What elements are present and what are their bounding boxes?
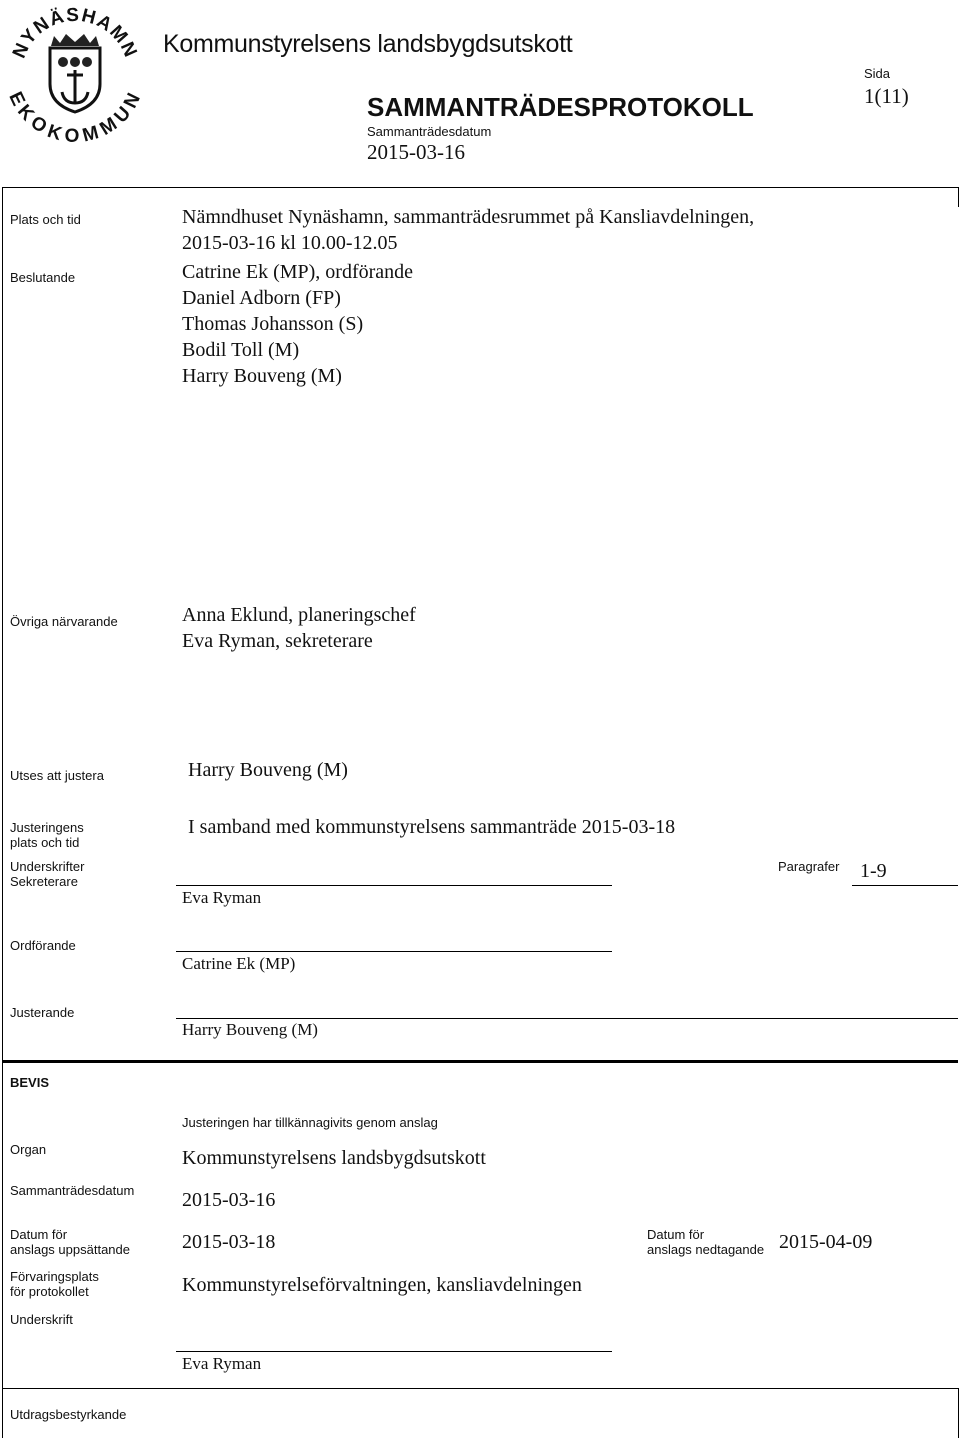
removed-date-label: Datum för (647, 1227, 705, 1242)
paragraphs-value: 1-9 (860, 860, 887, 882)
chair-signature-line (176, 951, 612, 952)
bevis-intro: Justeringen har tillkännagivits genom anslag (182, 1115, 438, 1130)
paragraphs-line (852, 885, 958, 886)
organ-value: Kommunstyrelsens landsbygdsutskott (182, 1147, 486, 1169)
place-time-label: Plats och tid (10, 212, 81, 227)
extract-label: Utdragsbestyrkande (10, 1407, 127, 1422)
meeting-date-value: 2015-03-16 (182, 1189, 276, 1211)
removed-date-label: anslags nedtagande (647, 1242, 765, 1257)
place-time-line-1: Nämndhuset Nynäshamn, sammanträdesrummet på Kansliavdelningen, (182, 206, 755, 228)
others-label: Övriga närvarande (10, 614, 118, 629)
adjust-place-label: plats och tid (10, 835, 80, 850)
deciding-member: Bodil Toll (M) (182, 339, 300, 361)
signature-label: Underskrift (10, 1312, 73, 1327)
bevis-rule (2, 1060, 958, 1063)
adjuster-appoint-label: Utses att justera (10, 768, 104, 783)
secretary-name: Eva Ryman (182, 888, 262, 907)
municipality-logo (4, 2, 146, 142)
paragraphs-label: Paragrafer (778, 859, 840, 874)
storage-label: Förvaringsplats (10, 1269, 99, 1284)
top-rule (2, 187, 958, 188)
right-border-top (958, 187, 959, 207)
adjust-place-value: I samband med kommunstyrelsens sammanträde 2015-03-18 (188, 816, 676, 838)
deciding-label: Beslutande (10, 270, 76, 285)
deciding-member: Daniel Adborn (FP) (182, 287, 341, 309)
svg-text:EKOKOMMUN: EKOKOMMUN (4, 88, 146, 142)
adjuster-appointed: Harry Bouveng (M) (188, 759, 348, 781)
chair-label: Ordförande (10, 938, 76, 953)
deciding-member: Catrine Ek (MP), ordförande (182, 261, 414, 283)
bevis-signature-name: Eva Ryman (182, 1354, 262, 1373)
posted-date-label: Datum för (10, 1227, 68, 1242)
storage-label: för protokollet (10, 1284, 89, 1299)
committee-name: Kommunstyrelsens landsbygdsutskott (163, 30, 573, 58)
organ-label: Organ (10, 1142, 47, 1157)
adjuster-label: Justerande (10, 1005, 75, 1020)
deciding-member: Harry Bouveng (M) (182, 365, 342, 387)
page-label: Sida (864, 66, 891, 81)
storage-value: Kommunstyrelseförvaltningen, kansliavdelningen (182, 1274, 582, 1296)
secretary-signature-line (176, 885, 612, 886)
extract-rule (2, 1388, 958, 1389)
document-title: SAMMANTRÄDESPROTOKOLL (367, 92, 754, 122)
adjust-place-label: Justeringens (10, 820, 84, 835)
right-border-bottom (958, 1388, 959, 1438)
secretary-label: Sekreterare (10, 874, 78, 889)
page-number: 1(11) (864, 84, 909, 108)
header-date-label: Sammanträdesdatum (367, 124, 492, 139)
chair-name: Catrine Ek (MP) (182, 954, 296, 973)
other-attendee: Anna Eklund, planeringschef (182, 604, 416, 626)
deciding-member: Thomas Johansson (S) (182, 313, 364, 335)
bevis-signature-line (176, 1351, 612, 1352)
posted-date-label: anslags uppsättande (10, 1242, 130, 1257)
posted-date-value: 2015-03-18 (182, 1231, 276, 1253)
left-border (2, 187, 3, 1438)
signatures-label: Underskrifter (10, 859, 85, 874)
adjuster-signature-line (176, 1018, 958, 1019)
other-attendee: Eva Ryman, sekreterare (182, 630, 373, 652)
header-date: 2015-03-16 (367, 140, 465, 164)
adjuster-name: Harry Bouveng (M) (182, 1020, 318, 1039)
place-time-line-2: 2015-03-16 kl 10.00-12.05 (182, 232, 398, 254)
svg-text:NYNÄSHAMN: NYNÄSHAMN (8, 4, 142, 62)
meeting-date-label: Sammanträdesdatum (10, 1183, 135, 1198)
bevis-title: BEVIS (10, 1075, 50, 1090)
removed-date-value: 2015-04-09 (779, 1231, 873, 1253)
